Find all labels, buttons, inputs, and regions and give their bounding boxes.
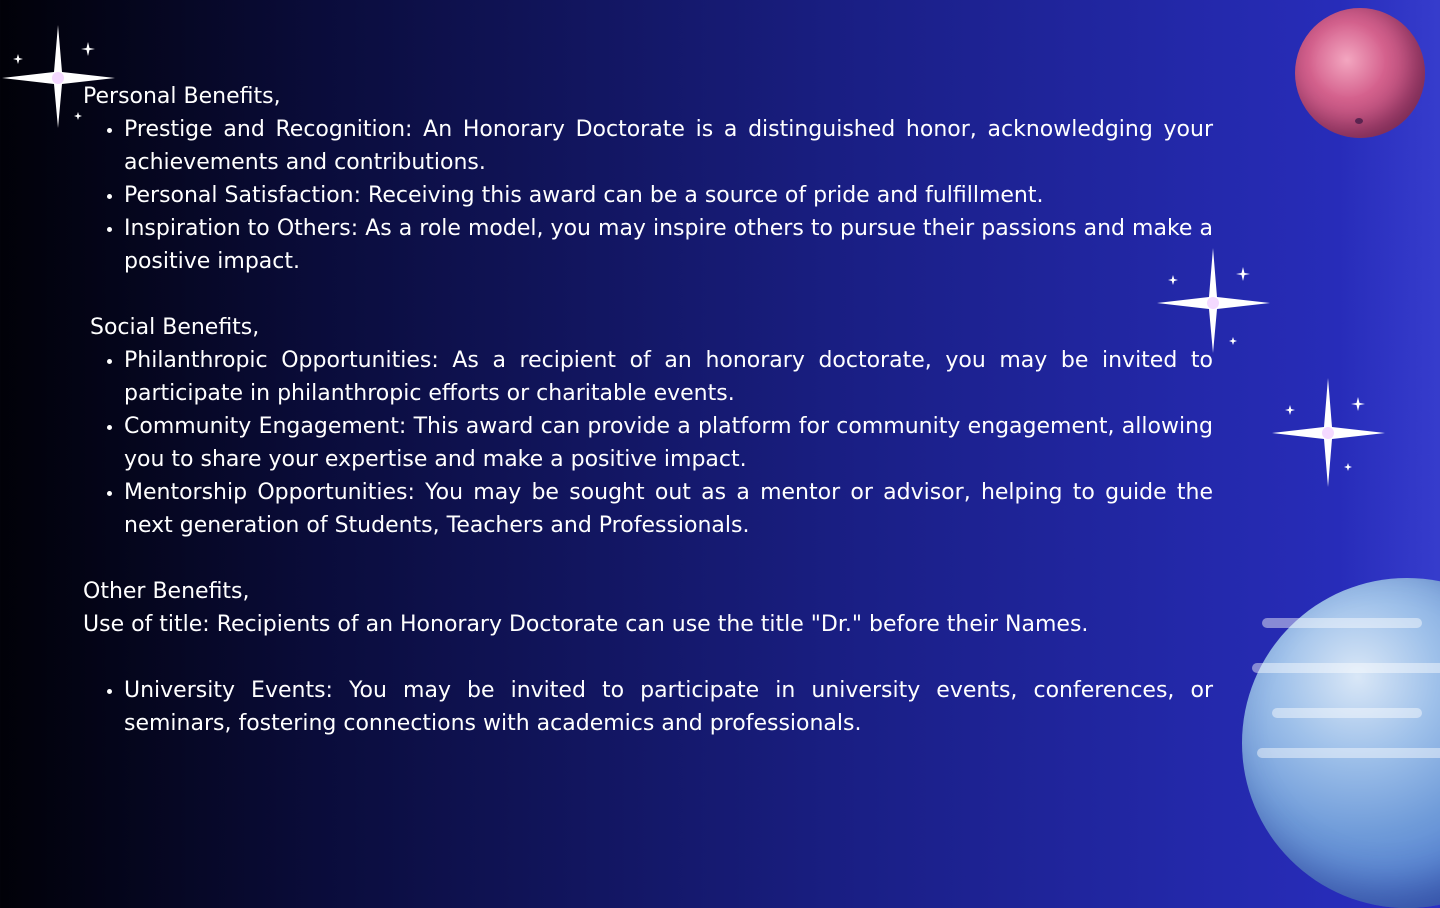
list-item: • Prestige and Recognition: An Honorary Doctorate is a distinguished honor, acknowledging your achievements and contributions.: [124, 113, 1213, 179]
planet-spot: [1355, 118, 1363, 124]
list-item: • Inspiration to Others: As a role model, you may inspire others to pursue their passions and make a positive impact.: [124, 212, 1213, 278]
list-item: • Personal Satisfaction: Receiving this award can be a source of pride and fulfillment.: [124, 179, 1213, 212]
list-item: • Community Engagement: This award can provide a platform for community engagement, allowing you to share your expertise and make a positive impact.: [124, 410, 1213, 476]
planet-stripe: [1252, 663, 1440, 673]
planet-stripe: [1262, 618, 1422, 628]
personal-benefits-list: [83, 113, 1213, 278]
social-benefits-list: [83, 344, 1213, 542]
personal-benefits-heading: Personal Benefits,: [83, 84, 281, 109]
pink-planet: [1295, 8, 1425, 138]
planet-stripe: [1272, 708, 1422, 718]
blue-planet: [1242, 578, 1440, 908]
benefits-content: [83, 80, 1213, 740]
sparkle-star-icon: [1270, 375, 1390, 490]
planet-stripe: [1257, 748, 1440, 758]
social-benefits-heading: Social Benefits,: [90, 315, 260, 340]
other-benefits-heading: Other Benefits,: [83, 579, 250, 604]
title-use-text: Use of title: Recipients of an Honorary Doctorate can use the title "Dr." before their Names.: [83, 612, 1089, 637]
list-item: • University Events: You may be invited to participate in university events, conferences, or seminars, fostering connections with academics and professionals.: [124, 674, 1213, 740]
other-benefits-list: [83, 674, 1213, 740]
list-item: • Philanthropic Opportunities: As a recipient of an honorary doctorate, you may be invited to participate in philanthropic efforts or charitable events.: [124, 344, 1213, 410]
list-item: • Mentorship Opportunities: You may be sought out as a mentor or advisor, helping to guide the next generation of Students, Teachers and Professionals.: [124, 476, 1213, 542]
